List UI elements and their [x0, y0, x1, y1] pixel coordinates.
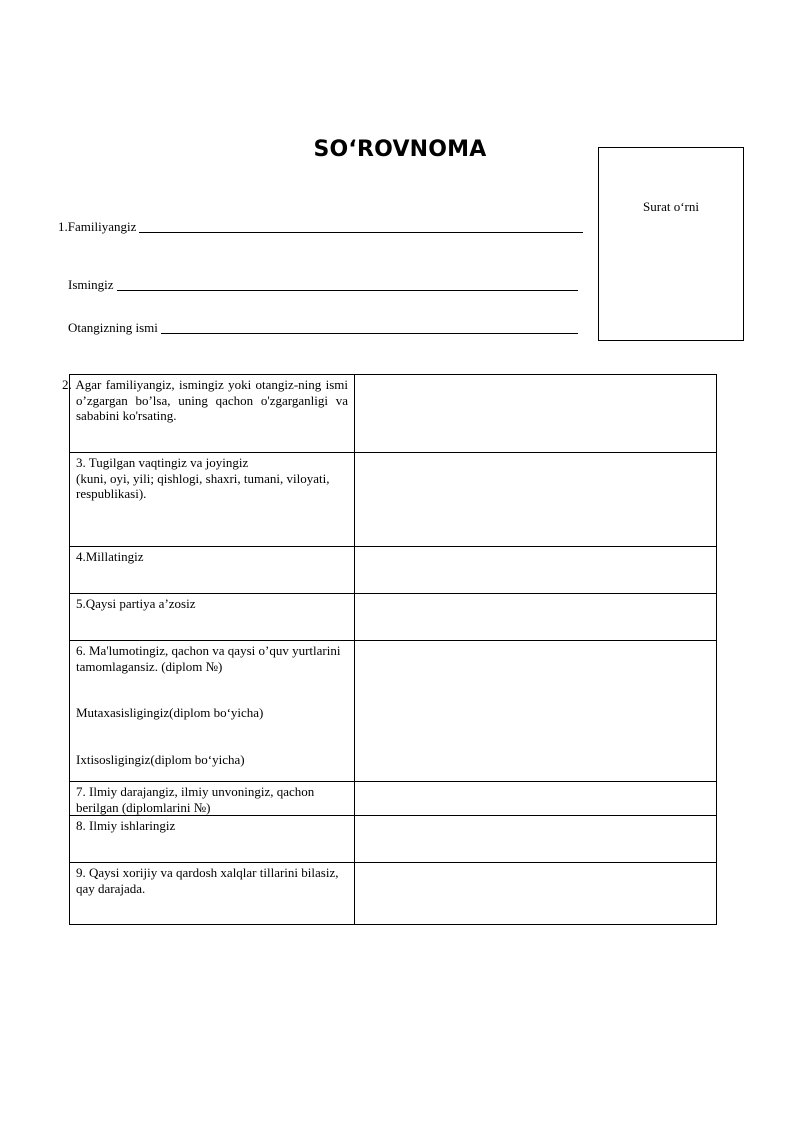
question-specialty: Mutaxasisligingiz(diplom bo‘yicha) — [76, 705, 264, 720]
table-row — [70, 375, 717, 453]
name-label: Ismingiz — [68, 277, 114, 292]
patronymic-line[interactable] — [161, 321, 578, 334]
surname-field[interactable] — [58, 219, 583, 235]
question-birth-line1: 3. Tugilgan vaqtingiz va joyingiz — [76, 455, 249, 470]
patronymic-label: Otangizning ismi — [68, 320, 158, 335]
table-row — [70, 594, 717, 641]
question-party: 5.Qaysi partiya a’zosiz — [70, 594, 355, 641]
patronymic-field[interactable] — [68, 320, 578, 336]
answer-cell[interactable] — [355, 782, 717, 816]
questionnaire-table — [62, 374, 717, 925]
answer-cell[interactable] — [355, 594, 717, 641]
table-row — [70, 453, 717, 547]
question-birth-line2: (kuni, oyi, yili; qishlogi, shaxri, tumani, viloyati, respublikasi). — [76, 470, 330, 501]
question-degree: 7. Ilmiy darajangiz, ilmiy unvoningiz, qachon berilgan (diplomlarini №) — [70, 782, 355, 816]
name-field[interactable] — [68, 277, 578, 293]
answer-cell[interactable] — [355, 547, 717, 594]
question-works: 8. Ilmiy ishlaringiz — [70, 816, 355, 863]
answer-cell[interactable] — [355, 375, 717, 453]
answer-cell[interactable] — [355, 453, 717, 547]
question-birth — [70, 453, 355, 547]
photo-label: Surat o‘rni — [643, 199, 699, 214]
table-row — [70, 816, 717, 863]
answer-cell[interactable] — [355, 641, 717, 782]
question-nationality: 4.Millatingiz — [70, 547, 355, 594]
surname-line[interactable] — [139, 220, 583, 233]
name-line[interactable] — [117, 278, 579, 291]
answer-cell[interactable] — [355, 863, 717, 925]
answer-cell[interactable] — [355, 816, 717, 863]
table-row — [70, 863, 717, 925]
surname-label: 1.Familiyangiz — [58, 219, 137, 234]
question-education-line1: 6. Ma'lumotingiz, qachon va qaysi o’quv yurtlarini tamomlagansiz. (diplom №) — [76, 643, 341, 674]
table-row — [70, 782, 717, 816]
table-row — [70, 547, 717, 594]
table-row — [70, 641, 717, 782]
question-name-change: 2. Agar familiyangiz, ismingiz yoki otangiz-ning ismi o’zgargan bo’lsa, uning qachon o'zgarganligi va sababini ko'rsating. — [70, 375, 355, 453]
page-title: SO‘ROVNOMA — [313, 137, 487, 162]
question-languages: 9. Qaysi xorijiy va qardosh xalqlar tillarini bilasiz, qay darajada. — [70, 863, 355, 925]
photo-placeholder — [598, 147, 744, 341]
question-qualification: Ixtisosligingiz(diplom bo‘yicha) — [76, 751, 245, 767]
question-education — [70, 641, 355, 782]
